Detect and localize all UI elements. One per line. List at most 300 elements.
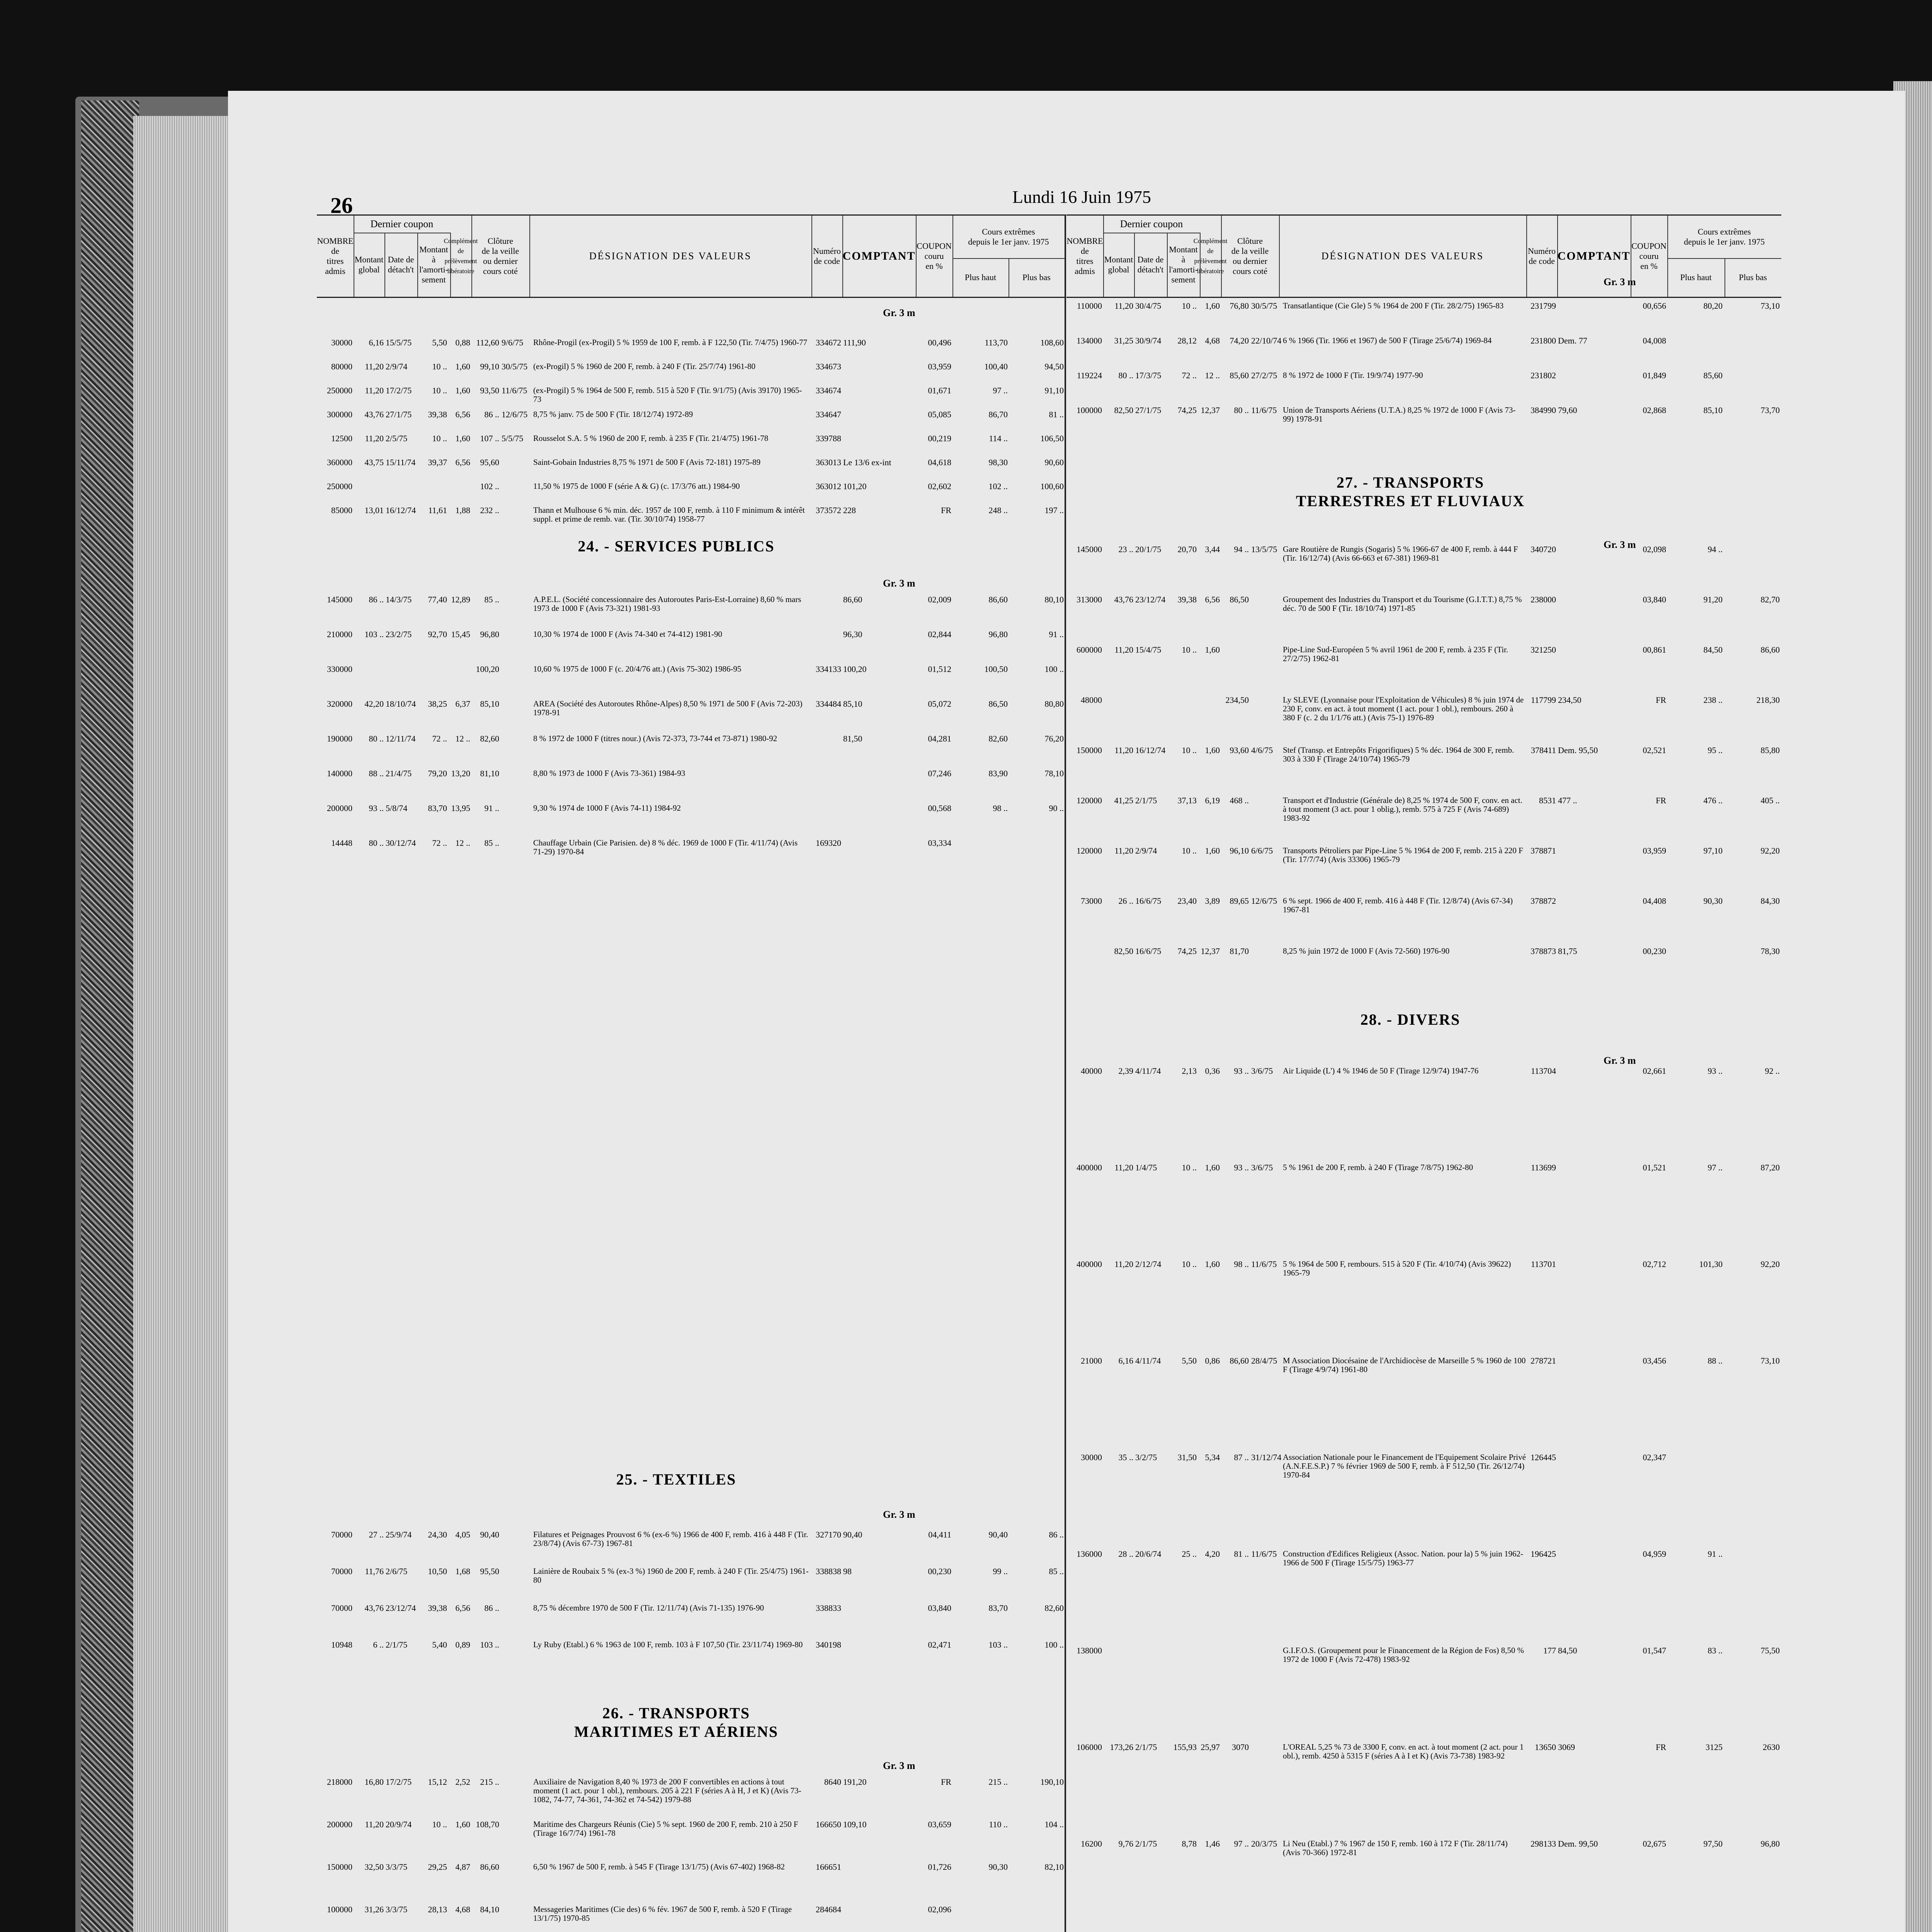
cell-n: 70000	[331, 1603, 352, 1613]
cell-des: Messageries Maritimes (Cie des) 6 % fév. 1967 de 500 F, remb. à 520 F (Tirage 13/1/75) 1970-85	[533, 1905, 792, 1923]
table-row	[1066, 896, 1812, 912]
group-label: Gr. 3 m	[883, 1760, 915, 1771]
cell-cmp: Dem. 95,50	[1558, 745, 1598, 755]
cell-cmp: 477 ..	[1558, 796, 1577, 805]
cell-m: 31,26	[364, 1905, 384, 1914]
page-number: 26	[330, 193, 353, 218]
cell-cmp: 111,90	[843, 338, 866, 347]
table-row	[317, 804, 1063, 819]
cell-cl: 103 ..	[480, 1640, 499, 1650]
cell-m: 31,25	[1114, 336, 1133, 345]
cell-p: 0,86	[1205, 1356, 1220, 1366]
cell-h: 114 ..	[989, 434, 1008, 443]
cell-m: 11,20	[365, 434, 384, 443]
cell-cc: 03,334	[928, 838, 951, 848]
cell-b: 96,80	[1760, 1839, 1780, 1849]
table-row	[1066, 406, 1812, 421]
cell-b: 73,70	[1760, 405, 1780, 415]
cell-h: 113,70	[985, 338, 1008, 347]
header-dernier-coupon-r: Dernier coupon	[1103, 216, 1200, 233]
cell-d: 18/10/74	[386, 699, 416, 709]
cell-b: 80,10	[1044, 595, 1064, 604]
cell-d: 27/1/75	[386, 410, 412, 419]
cell-cc: 02,602	[928, 481, 951, 491]
cell-cc: FR	[1656, 796, 1666, 805]
cell-d: 27/1/75	[1135, 405, 1162, 415]
cell-code: 338833	[816, 1603, 841, 1613]
cell-code: 231800	[1531, 336, 1556, 345]
cell-m: 43,76	[1114, 595, 1133, 604]
table-row	[317, 505, 1064, 524]
table-row	[317, 665, 1063, 680]
cell-cc: 00,230	[1643, 946, 1666, 956]
cell-m: 6,16	[369, 338, 384, 347]
cell-dc: 13/5/75	[1251, 544, 1277, 554]
cell-p: 3,89	[1205, 896, 1220, 906]
cell-p: 12,37	[1201, 405, 1220, 415]
cell-cc: 04,411	[928, 1530, 951, 1539]
cell-h: 97 ..	[993, 386, 1008, 395]
section-title-28: 28. - DIVERS	[1360, 1011, 1461, 1028]
cell-des: M Association Diocésaine de l'Archidiocèse de Marseille 5 % 1960 de 100 F (Tirage 4/9/74) 1961-80	[1283, 1356, 1526, 1374]
cell-n: 250000	[327, 481, 352, 491]
cell-dc: 11/6/75	[1251, 1259, 1277, 1269]
cell-des: Air Liquide (L') 4 % 1946 de 50 F (Tirage 12/9/74) 1947-76	[1283, 1066, 1479, 1075]
cell-dc: 12/6/75	[502, 410, 528, 419]
cell-a: 10 ..	[1182, 1163, 1197, 1172]
header-montant-amort-r: Montant à l'amorti- sement	[1167, 233, 1201, 297]
table-row	[1066, 1260, 1812, 1275]
table-header-right	[1066, 214, 1781, 298]
cell-cc: 02,712	[1643, 1259, 1666, 1269]
cell-p: 15,45	[451, 629, 470, 639]
cell-m: 2,39	[1118, 1066, 1133, 1076]
header-complement-r: Complément de prélèvement libératoire	[1200, 216, 1222, 297]
cell-a: 77,40	[428, 595, 447, 604]
cell-h: 84,50	[1703, 645, 1723, 655]
table-row	[317, 1905, 1063, 1923]
cell-code: 196425	[1531, 1549, 1556, 1559]
cell-des: 8 % 1972 de 1000 F (Tir. 19/9/74) 1977-90	[1283, 371, 1423, 380]
cell-des: 8,75 % décembre 1970 de 500 F (Tir. 12/11/74) (Avis 71-135) 1976-90	[533, 1603, 764, 1612]
cell-d: 2/1/75	[1135, 1839, 1157, 1849]
cell-des: A.P.E.L. (Société concessionnaire des Autoroutes Paris-Est-Lorraine) 8,60 % mars 1973 de 1000 F (Avis 73-321) 1981-93	[533, 595, 801, 613]
cell-n: 119224	[1077, 371, 1102, 380]
cell-des: AREA (Société des Autoroutes Rhône-Alpes) 8,50 % 1971 de 500 F (Avis 72-203) 1978-91	[533, 699, 803, 717]
cell-m: 42,20	[364, 699, 384, 709]
cell-d: 2/12/74	[1135, 1259, 1162, 1269]
cell-cc: 07,246	[928, 769, 951, 778]
cell-n: 70000	[331, 1530, 352, 1539]
cell-b: 76,20	[1044, 734, 1064, 743]
cell-dc: 20/3/75	[1251, 1839, 1277, 1849]
cell-des: Ly SLEVE (Lyonnaise pour l'Exploitation de Véhicules) 8 % juin 1974 de 230 F, conv. en act. à tout moment (1 act. pour 1 obl.), rembours. 260 à 380 F (c. 2 du 1/1/76 att.) (Avis 75-1) 1976-89	[1283, 695, 1524, 722]
marbled-edge-left	[81, 100, 139, 1932]
group-label: Gr. 3 m	[1604, 539, 1636, 550]
cell-des: Stef (Transp. et Entrepôts Frigorifiques) 5 % déc. 1964 de 300 F, remb. 303 à 330 F (Tirage 24/10/74) 1965-79	[1283, 745, 1514, 764]
cell-code: 378872	[1531, 896, 1556, 906]
cell-n: 100000	[1077, 405, 1102, 415]
cell-h: 91,20	[1703, 595, 1723, 604]
cell-h: 80,20	[1703, 301, 1723, 311]
cell-d: 1/4/75	[1135, 1163, 1157, 1172]
table-row	[1066, 1743, 1812, 1758]
cell-n: 320000	[327, 699, 352, 709]
cell-h: 94 ..	[1708, 544, 1723, 554]
cell-p: 0,88	[455, 338, 470, 347]
cell-cl: 468 ..	[1230, 796, 1249, 805]
cell-cl: 97 ..	[1234, 1839, 1249, 1849]
table-row	[317, 338, 1063, 354]
table-row	[1066, 1356, 1812, 1372]
cell-m: 11,20	[1114, 301, 1133, 311]
cell-p: 6,37	[455, 699, 470, 709]
cell-h: 86,60	[988, 595, 1008, 604]
cell-cc: 01,671	[928, 386, 951, 395]
cell-des: Association Nationale pour le Financement de l'Equipement Scolaire Privé (A.N.F.E.S.P.) 7 % février 1969 de 500 F, remb. à F 512,50 (Tir. 26/12/74) 1970-84	[1283, 1452, 1526, 1480]
cell-b: 78,10	[1044, 769, 1064, 778]
cell-p: 6,56	[455, 457, 470, 467]
cell-a: 10 ..	[432, 362, 447, 371]
cell-cl: 112,60	[476, 338, 499, 347]
cell-n: 200000	[327, 803, 352, 813]
cell-des: Transports Pétroliers par Pipe-Line 5 % 1964 de 200 F, remb. 215 à 220 F (Tir. 17/7/74) (Avis 33306) 1965-79	[1283, 846, 1523, 864]
cell-code: 334647	[816, 410, 841, 419]
table-row	[317, 458, 1063, 473]
cell-m: 11,20	[1114, 1163, 1133, 1172]
cell-des: 8,75 % janv. 75 de 500 F (Tir. 18/12/74) 1972-89	[533, 410, 693, 419]
cell-cc: 05,072	[928, 699, 951, 709]
cell-b: 87,20	[1760, 1163, 1780, 1172]
cell-p: 4,68	[1205, 336, 1220, 345]
cell-b: 82,70	[1760, 595, 1780, 604]
table-row	[1066, 1839, 1812, 1855]
cell-a: 24,30	[428, 1530, 447, 1539]
cell-code: 334673	[816, 362, 841, 371]
cell-a: 28,13	[428, 1905, 447, 1914]
header-date-detach-r: Date de détach't	[1134, 233, 1168, 297]
cell-cl: 85 ..	[484, 838, 499, 848]
cell-n: 120000	[1077, 846, 1102, 855]
cell-dc: 27/2/75	[1251, 371, 1277, 380]
cell-b: 100,60	[1040, 481, 1064, 491]
cell-p: 12,89	[451, 595, 470, 604]
cell-a: 79,20	[428, 769, 447, 778]
cell-b: 104 ..	[1044, 1820, 1064, 1829]
cell-d: 16/12/74	[1135, 745, 1166, 755]
table-row	[1066, 371, 1812, 386]
cell-cc: 03,659	[928, 1820, 951, 1829]
cell-cl: 74,20	[1230, 336, 1249, 345]
table-row	[1066, 595, 1812, 611]
cell-cc: 01,521	[1643, 1163, 1666, 1172]
cell-code: 177	[1543, 1646, 1556, 1655]
cell-cc: 02,868	[1643, 405, 1666, 415]
cell-p: 12,37	[1201, 946, 1220, 956]
cell-a: 29,25	[428, 1862, 447, 1872]
cell-cl: 108,70	[476, 1820, 499, 1829]
cell-b: 108,60	[1040, 338, 1064, 347]
cell-p: 1,60	[1205, 846, 1220, 855]
table-row	[1066, 1452, 1812, 1480]
table-row	[1066, 947, 1812, 962]
cell-code: 363012	[816, 481, 841, 491]
cell-m: 80 ..	[1118, 371, 1133, 380]
cell-dc: 6/6/75	[1251, 846, 1273, 855]
cell-des: 6,50 % 1967 de 500 F, remb. à 545 F (Tirage 13/1/75) (Avis 67-402) 1968-82	[533, 1862, 785, 1871]
cell-b: 106,50	[1040, 434, 1064, 443]
cell-cl: 81,10	[480, 769, 499, 778]
cell-cl: 87 ..	[1234, 1452, 1249, 1462]
cell-code: 113701	[1531, 1259, 1556, 1269]
cell-p: 25,97	[1201, 1742, 1220, 1752]
cell-m: 11,20	[365, 1820, 384, 1829]
cell-h: 86,70	[988, 410, 1008, 419]
header-plus-haut-r: Plus haut	[1667, 258, 1725, 297]
header-montant-global: Montant global	[354, 233, 385, 297]
table-row	[1066, 745, 1812, 764]
cell-p: 12 ..	[455, 734, 470, 743]
cell-b: 82,10	[1044, 1862, 1064, 1872]
cell-h: 96,80	[988, 629, 1008, 639]
cell-m: 16,80	[364, 1777, 384, 1787]
cell-h: 93 ..	[1708, 1066, 1723, 1076]
cell-cc: 00,656	[1643, 301, 1666, 311]
table-row	[1066, 336, 1812, 352]
cell-code: 340720	[1531, 544, 1556, 554]
header-complement: Complément de prélèvement libératoire	[450, 216, 472, 297]
cell-b: 190,10	[1040, 1777, 1064, 1787]
cell-n: 313000	[1077, 595, 1102, 604]
cell-cl: 98 ..	[1234, 1259, 1249, 1269]
cell-cl: 86 ..	[484, 1603, 499, 1613]
cell-h: 83,90	[988, 769, 1008, 778]
cell-a: 10,50	[428, 1566, 447, 1576]
cell-h: 100,50	[984, 664, 1008, 674]
cell-b: 85 ..	[1049, 1566, 1064, 1576]
cell-cl: 107 ..	[480, 434, 499, 443]
cell-d: 17/2/75	[386, 1777, 412, 1787]
header-coupon-cours: COUPON couru en %	[916, 216, 953, 297]
cell-d: 30/9/74	[1135, 336, 1162, 345]
cell-cl: 81 ..	[1234, 1549, 1249, 1559]
header-cloture-r: Clôture de la veille ou dernier cours coté	[1221, 216, 1280, 297]
cell-d: 23/12/74	[386, 1603, 416, 1613]
cell-b: 73,10	[1760, 301, 1780, 311]
table-row	[317, 386, 1064, 404]
header-comptant-r: COMPTANT	[1557, 216, 1631, 297]
header-date-detach: Date de détach't	[384, 233, 418, 297]
cell-d: 3/3/75	[386, 1862, 408, 1872]
cell-p: 6,56	[455, 1603, 470, 1613]
cell-cl: 215 ..	[480, 1777, 499, 1787]
cell-des: G.I.F.O.S. (Groupement pour le Financement de la Région de Fos) 8,50 % 1972 de 1000 F (Avis 72-478) 1983-92	[1283, 1646, 1524, 1664]
cell-code: 8640	[824, 1777, 841, 1787]
cell-b: 92,20	[1760, 846, 1780, 855]
cell-des: Filatures et Peignages Prouvost 6 % (ex-6 %) 1966 de 400 F, remb. 416 à 448 F (Tir. 23/8/74) (Avis 67-73) 1967-81	[533, 1530, 808, 1548]
cell-code: 334674	[816, 386, 841, 395]
cell-des: 8 % 1972 de 1000 F (titres nour.) (Avis 72-373, 73-744 et 73-871) 1980-92	[533, 734, 777, 743]
cell-a: 83,70	[428, 803, 447, 813]
cell-b: 94,50	[1044, 362, 1064, 371]
cell-p: 4,20	[1205, 1549, 1220, 1559]
cell-h: 95 ..	[1708, 745, 1723, 755]
cell-p: 1,60	[455, 1820, 470, 1829]
cell-d: 20/6/74	[1135, 1549, 1162, 1559]
cell-cmp: 84,50	[1558, 1646, 1577, 1655]
cell-cl: 3070	[1232, 1742, 1249, 1752]
cell-n: 330000	[327, 664, 352, 674]
cell-dc: 12/6/75	[1251, 896, 1277, 906]
cell-code: 8531	[1539, 796, 1556, 805]
cell-p: 1,46	[1205, 1839, 1220, 1849]
cell-m: 173,26	[1110, 1742, 1133, 1752]
cell-cl: 84,10	[480, 1905, 499, 1914]
cell-cc: 04,959	[1643, 1549, 1666, 1559]
cell-cc: 03,456	[1643, 1356, 1666, 1366]
cell-a: 39,38	[428, 410, 447, 419]
cell-m: 11,76	[365, 1566, 384, 1576]
table-row	[317, 1640, 1063, 1656]
cell-cmp: 81,50	[843, 734, 862, 743]
cell-des: 10,30 % 1974 de 1000 F (Avis 74-340 et 74-412) 1981-90	[533, 629, 722, 639]
cell-d: 5/8/74	[386, 803, 408, 813]
cell-h: 83 ..	[1708, 1646, 1723, 1655]
cell-code: 13650	[1535, 1742, 1556, 1752]
cell-d: 4/11/74	[1135, 1356, 1161, 1366]
cell-n: 190000	[327, 734, 352, 743]
header-numero: Numéro de code	[811, 216, 843, 297]
cell-h: 215 ..	[988, 1777, 1008, 1787]
cell-n: 600000	[1077, 645, 1102, 655]
cell-cc: 01,547	[1643, 1646, 1666, 1655]
center-divider	[1065, 214, 1066, 1932]
cell-cmp: 98	[843, 1566, 852, 1576]
cell-a: 155,93	[1173, 1742, 1197, 1752]
section-title-24: 24. - SERVICES PUBLICS	[578, 537, 775, 555]
cell-cmp: Dem. 77	[1558, 336, 1587, 345]
cell-h: 248 ..	[988, 505, 1008, 515]
table-row	[317, 1530, 1063, 1546]
cell-cl: 93 ..	[1234, 1163, 1249, 1172]
cell-p: 12 ..	[455, 838, 470, 848]
cell-m: 11,20	[1114, 745, 1133, 755]
cell-des: 11,50 % 1975 de 1000 F (série A & G) (c. 17/3/76 att.) 1984-90	[533, 481, 740, 491]
cell-code: 334133	[816, 664, 841, 674]
cell-d: 16/12/74	[386, 505, 416, 515]
cell-n: 300000	[327, 410, 352, 419]
cell-p: 4,87	[455, 1862, 470, 1872]
cell-b: 90,60	[1044, 457, 1064, 467]
cell-cc: 04,008	[1643, 336, 1666, 345]
cell-h: 90,30	[1703, 896, 1723, 906]
cell-cc: 00,568	[928, 803, 951, 813]
cell-n: 134000	[1077, 336, 1102, 345]
cell-m: 82,50	[1114, 405, 1133, 415]
cell-p: 4,68	[455, 1905, 470, 1914]
cell-p: 1,68	[455, 1566, 470, 1576]
cell-b: 90 ..	[1049, 803, 1064, 813]
group-label: Gr. 3 m	[1604, 1055, 1636, 1066]
header-dernier-coupon: Dernier coupon	[354, 216, 450, 233]
cell-a: 25 ..	[1182, 1549, 1197, 1559]
cell-b: 91 ..	[1049, 629, 1064, 639]
cell-code: 169320	[816, 838, 841, 848]
cell-b: 92 ..	[1765, 1066, 1780, 1076]
cell-d: 15/11/74	[386, 457, 416, 467]
cell-a: 31,50	[1177, 1452, 1197, 1462]
cell-n: 100000	[327, 1905, 352, 1914]
cell-p: 1,88	[455, 505, 470, 515]
cell-m: 26 ..	[1118, 896, 1133, 906]
cell-p: 1,60	[1205, 1259, 1220, 1269]
cell-cl: 96,80	[480, 629, 499, 639]
cell-des: 6 % 1966 (Tir. 1966 et 1967) de 500 F (Tirage 25/6/74) 1969-84	[1283, 336, 1492, 345]
cell-h: 90,30	[988, 1862, 1008, 1872]
cell-des: (ex-Progil) 5 % 1964 de 500 F, remb. 515 à 520 F (Tir. 9/1/75) (Avis 39170) 1965-73	[533, 386, 802, 404]
cell-a: 10 ..	[432, 434, 447, 443]
section-title-26: 26. - TRANSPORTS MARITIMES ET AÉRIENS	[574, 1704, 779, 1740]
cell-cc: FR	[1656, 695, 1666, 705]
cell-des: 10,60 % 1975 de 1000 F (c. 20/4/76 att.) (Avis 75-302) 1986-95	[533, 664, 742, 673]
section-title-27: 27. - TRANSPORTS TERRESTRES ET FLUVIAUX	[1296, 474, 1525, 510]
cell-a: 72 ..	[1182, 371, 1197, 380]
cell-h: 98,30	[988, 457, 1008, 467]
cell-n: 10948	[331, 1640, 352, 1650]
cell-cc: FR	[941, 1777, 951, 1787]
cell-cc: 01,849	[1643, 371, 1666, 380]
cell-cl: 232 ..	[480, 505, 499, 515]
cell-d: 16/6/75	[1135, 946, 1162, 956]
table-row	[1066, 1549, 1812, 1565]
cell-cc: 00,496	[928, 338, 951, 347]
cell-n: 150000	[1077, 745, 1102, 755]
cell-d: 12/11/74	[386, 734, 416, 743]
cell-d: 17/3/75	[1135, 371, 1162, 380]
cell-code: 378411	[1531, 745, 1556, 755]
cell-p: 12 ..	[1205, 371, 1220, 380]
cell-cc: 02,675	[1643, 1839, 1666, 1849]
cell-p: 1,60	[1205, 1163, 1220, 1172]
cell-m: 88 ..	[369, 769, 384, 778]
cell-cl: 90,40	[480, 1530, 499, 1539]
cell-cc: 02,096	[928, 1905, 951, 1914]
section-title-25: 25. - TEXTILES	[616, 1471, 736, 1488]
cell-n: 120000	[1077, 796, 1102, 805]
cell-cc: 04,281	[928, 734, 951, 743]
cell-a: 74,25	[1177, 946, 1197, 956]
table-row	[1066, 645, 1812, 661]
cell-cc: 00,861	[1643, 645, 1666, 655]
table-row	[1066, 846, 1812, 862]
cell-p: 2,52	[455, 1777, 470, 1787]
cell-cc: 00,219	[928, 434, 951, 443]
cell-code: 278721	[1531, 1356, 1556, 1366]
cell-p: 1,60	[1205, 301, 1220, 311]
cell-des: Transatlantique (Cie Gle) 5 % 1964 de 200 F (Tir. 28/2/75) 1965-83	[1283, 301, 1504, 310]
cell-m: 28 ..	[1118, 1549, 1133, 1559]
header-numero-r: Numéro de code	[1526, 216, 1558, 297]
cell-n: 85000	[331, 505, 352, 515]
cell-b: 197 ..	[1044, 505, 1064, 515]
header-nombre-r: NOMBRE de titres admis	[1066, 216, 1104, 297]
cell-a: 10 ..	[1182, 846, 1197, 855]
header-cloture: Clôture de la veille ou dernier cours coté	[471, 216, 530, 297]
cell-des: Lainière de Roubaix 5 % (ex-3 %) 1960 de 200 F, remb. à 240 F (Tir. 25/4/75) 1961-80	[533, 1566, 809, 1585]
cell-code: 166650	[816, 1820, 841, 1829]
cell-des: 6 % sept. 1966 de 400 F, remb. 416 à 448 F (Tir. 12/8/74) (Avis 67-34) 1967-81	[1283, 896, 1513, 914]
cell-des: Groupement des Industries du Transport et du Tourisme (G.I.T.T.) 8,75 % déc. 70 de 500 F (Tir. 18/10/74) 1971-85	[1283, 595, 1522, 613]
